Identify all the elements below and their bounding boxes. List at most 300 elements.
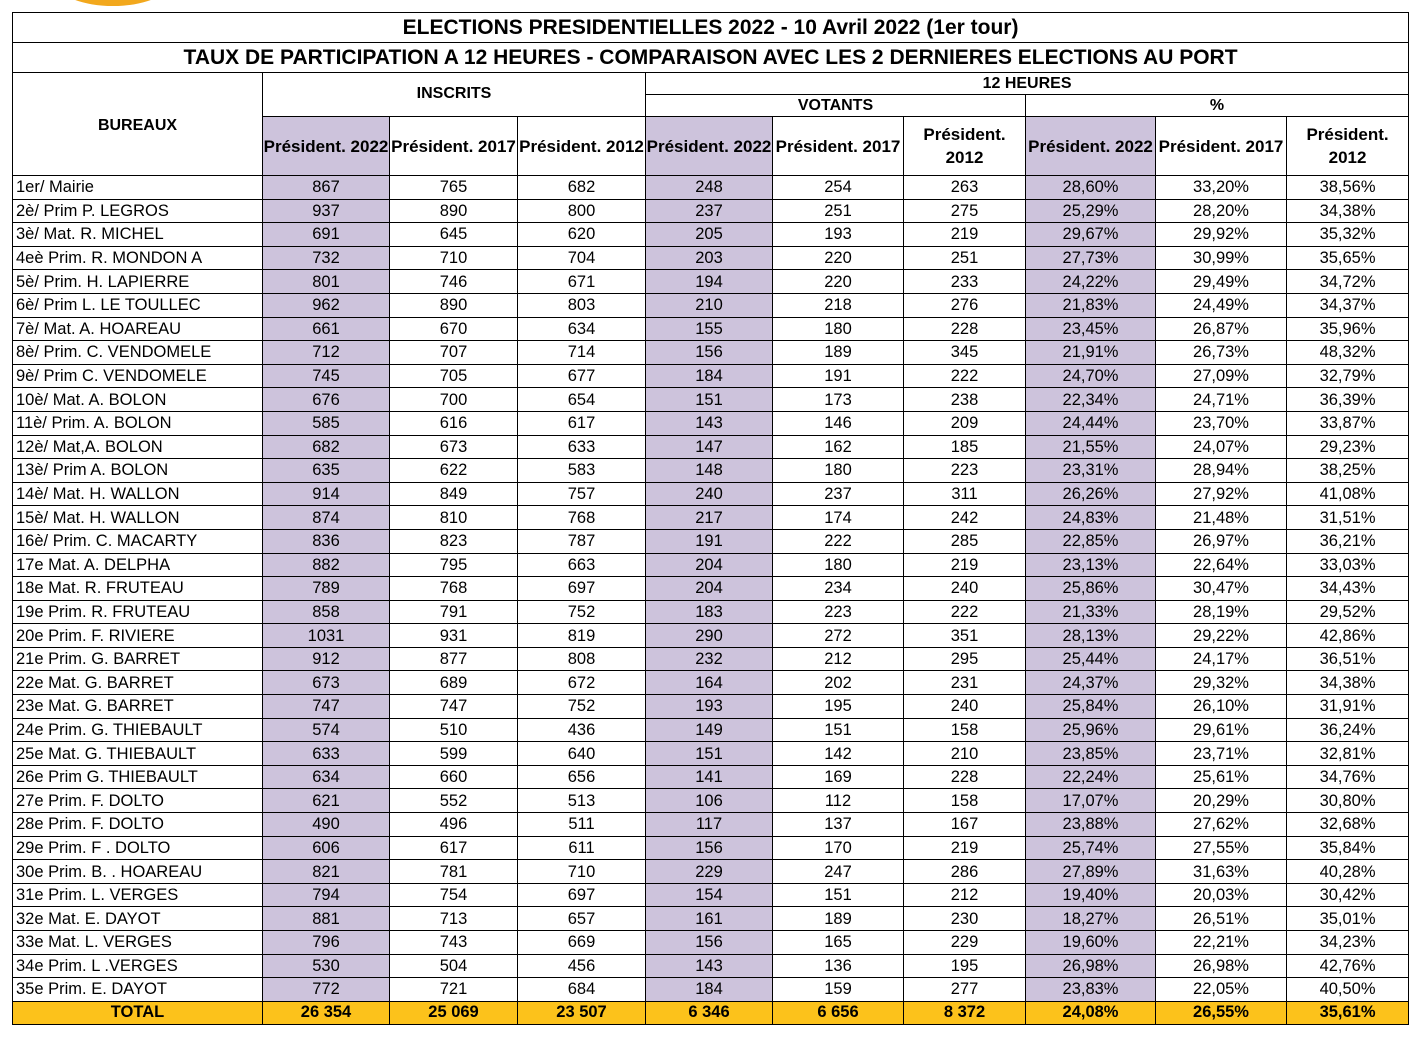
- cell-pct-2012: 38,56%: [1287, 176, 1409, 200]
- cell-votants-2022: 141: [646, 765, 773, 789]
- bureau-name: 12è/ Mat,A. BOLON: [13, 435, 263, 459]
- cell-votants-2022: 161: [646, 907, 773, 931]
- cell-inscrits-2012: 808: [518, 647, 646, 671]
- cell-inscrits-2017: 705: [390, 364, 518, 388]
- cell-pct-2017: 26,98%: [1156, 954, 1287, 978]
- cell-inscrits-2022: 530: [263, 954, 390, 978]
- cell-pct-2017: 31,63%: [1156, 860, 1287, 884]
- total-inscrits-2022: 26 354: [263, 1001, 390, 1024]
- cell-inscrits-2012: 513: [518, 789, 646, 813]
- cell-inscrits-2012: 682: [518, 176, 646, 200]
- cell-votants-2012: 219: [904, 223, 1026, 247]
- bureau-name: 22e Mat. G. BARRET: [13, 671, 263, 695]
- cell-inscrits-2022: 882: [263, 553, 390, 577]
- bureau-name: 33e Mat. L. VERGES: [13, 931, 263, 955]
- cell-votants-2012: 233: [904, 270, 1026, 294]
- cell-inscrits-2022: 772: [263, 978, 390, 1002]
- cell-votants-2012: 219: [904, 836, 1026, 860]
- total-pct-2012: 35,61%: [1287, 1001, 1409, 1024]
- cell-pct-2022: 19,60%: [1026, 931, 1156, 955]
- bureau-name: 24e Prim. G. THIEBAULT: [13, 718, 263, 742]
- cell-pct-2012: 36,24%: [1287, 718, 1409, 742]
- cell-pct-2012: 35,96%: [1287, 317, 1409, 341]
- cell-votants-2022: 217: [646, 506, 773, 530]
- table-row: [13, 223, 1409, 247]
- table-row: [13, 435, 1409, 459]
- table-row: [13, 388, 1409, 412]
- cell-inscrits-2012: 684: [518, 978, 646, 1002]
- cell-pct-2017: 28,19%: [1156, 600, 1287, 624]
- cell-pct-2022: 23,45%: [1026, 317, 1156, 341]
- cell-inscrits-2012: 697: [518, 883, 646, 907]
- cell-pct-2017: 26,73%: [1156, 341, 1287, 365]
- table-row: [13, 482, 1409, 506]
- cell-votants-2017: 202: [773, 671, 904, 695]
- cell-inscrits-2012: 704: [518, 246, 646, 270]
- cell-pct-2017: 27,62%: [1156, 813, 1287, 837]
- cell-votants-2017: 169: [773, 765, 904, 789]
- cell-inscrits-2012: 456: [518, 954, 646, 978]
- cell-votants-2012: 230: [904, 907, 1026, 931]
- cell-pct-2012: 42,86%: [1287, 624, 1409, 648]
- page-title: ELECTIONS PRESIDENTIELLES 2022 - 10 Avril 2022 (1er tour): [13, 13, 1409, 43]
- cell-votants-2017: 159: [773, 978, 904, 1002]
- table-row: [13, 270, 1409, 294]
- cell-votants-2012: 222: [904, 600, 1026, 624]
- cell-votants-2012: 209: [904, 411, 1026, 435]
- cell-pct-2017: 22,64%: [1156, 553, 1287, 577]
- cell-pct-2017: 29,49%: [1156, 270, 1287, 294]
- cell-votants-2017: 234: [773, 577, 904, 601]
- table-row: [13, 199, 1409, 223]
- cell-votants-2022: 151: [646, 742, 773, 766]
- cell-votants-2012: 222: [904, 364, 1026, 388]
- bureau-name: 18e Mat. R. FRUTEAU: [13, 577, 263, 601]
- cell-inscrits-2012: 787: [518, 529, 646, 553]
- cell-inscrits-2012: 583: [518, 459, 646, 483]
- bureau-name: 17e Mat. A. DELPHA: [13, 553, 263, 577]
- cell-pct-2017: 24,71%: [1156, 388, 1287, 412]
- cell-inscrits-2017: 670: [390, 317, 518, 341]
- cell-votants-2012: 223: [904, 459, 1026, 483]
- cell-pct-2022: 24,44%: [1026, 411, 1156, 435]
- cell-inscrits-2022: 732: [263, 246, 390, 270]
- cell-inscrits-2022: 574: [263, 718, 390, 742]
- table-row: [13, 529, 1409, 553]
- cell-pct-2022: 24,22%: [1026, 270, 1156, 294]
- cell-inscrits-2022: 789: [263, 577, 390, 601]
- cell-inscrits-2022: 634: [263, 765, 390, 789]
- cell-votants-2022: 240: [646, 482, 773, 506]
- cell-inscrits-2012: 663: [518, 553, 646, 577]
- bureau-name: 9è/ Prim C. VENDOMELE: [13, 364, 263, 388]
- cell-pct-2022: 24,83%: [1026, 506, 1156, 530]
- cell-inscrits-2022: 673: [263, 671, 390, 695]
- bureau-name: 10è/ Mat. A. BOLON: [13, 388, 263, 412]
- cell-votants-2012: 277: [904, 978, 1026, 1002]
- table-row: [13, 718, 1409, 742]
- cell-pct-2017: 27,55%: [1156, 836, 1287, 860]
- votants-header: VOTANTS: [646, 95, 1026, 117]
- cell-pct-2022: 21,33%: [1026, 600, 1156, 624]
- table-row: [13, 695, 1409, 719]
- table-row: [13, 600, 1409, 624]
- cell-pct-2012: 30,42%: [1287, 883, 1409, 907]
- cell-inscrits-2012: 752: [518, 695, 646, 719]
- cell-inscrits-2017: 622: [390, 459, 518, 483]
- cell-inscrits-2012: 710: [518, 860, 646, 884]
- cell-inscrits-2022: 621: [263, 789, 390, 813]
- cell-inscrits-2017: 504: [390, 954, 518, 978]
- cell-pct-2012: 33,03%: [1287, 553, 1409, 577]
- cell-pct-2022: 21,83%: [1026, 293, 1156, 317]
- cell-votants-2022: 210: [646, 293, 773, 317]
- table-row: [13, 742, 1409, 766]
- cell-votants-2022: 191: [646, 529, 773, 553]
- cell-inscrits-2017: 849: [390, 482, 518, 506]
- cell-inscrits-2022: 937: [263, 199, 390, 223]
- bureau-name: 29e Prim. F . DOLTO: [13, 836, 263, 860]
- cell-votants-2022: 229: [646, 860, 773, 884]
- bureau-name: 26e Prim G. THIEBAULT: [13, 765, 263, 789]
- column-header-pct-2017: Président. 2017: [1156, 117, 1287, 176]
- cell-inscrits-2017: 810: [390, 506, 518, 530]
- cell-pct-2017: 29,22%: [1156, 624, 1287, 648]
- bureau-name: 31e Prim. L. VERGES: [13, 883, 263, 907]
- bureau-name: 30e Prim. B. . HOAREAU: [13, 860, 263, 884]
- cell-votants-2017: 212: [773, 647, 904, 671]
- cell-pct-2012: 38,25%: [1287, 459, 1409, 483]
- table-row: [13, 411, 1409, 435]
- cell-pct-2017: 23,70%: [1156, 411, 1287, 435]
- cell-pct-2017: 25,61%: [1156, 765, 1287, 789]
- cell-votants-2017: 151: [773, 883, 904, 907]
- cell-pct-2017: 23,71%: [1156, 742, 1287, 766]
- percent-header: %: [1026, 95, 1409, 117]
- cell-pct-2017: 30,99%: [1156, 246, 1287, 270]
- cell-pct-2012: 29,52%: [1287, 600, 1409, 624]
- cell-inscrits-2017: 721: [390, 978, 518, 1002]
- cell-inscrits-2012: 800: [518, 199, 646, 223]
- bureau-name: 7è/ Mat. A. HOAREAU: [13, 317, 263, 341]
- table-row: [13, 176, 1409, 200]
- cell-inscrits-2022: 633: [263, 742, 390, 766]
- cell-pct-2022: 24,70%: [1026, 364, 1156, 388]
- total-pct-2017: 26,55%: [1156, 1001, 1287, 1024]
- cell-pct-2017: 30,47%: [1156, 577, 1287, 601]
- column-header-votants-2017: Président. 2017: [773, 117, 904, 176]
- cell-pct-2012: 36,51%: [1287, 647, 1409, 671]
- cell-votants-2022: 290: [646, 624, 773, 648]
- bureau-name: 25e Mat. G. THIEBAULT: [13, 742, 263, 766]
- page-subtitle: TAUX DE PARTICIPATION A 12 HEURES - COMPARAISON AVEC LES 2 DERNIERES ELECTIONS AU PORT: [13, 43, 1409, 73]
- cell-pct-2012: 35,84%: [1287, 836, 1409, 860]
- cell-pct-2012: 42,76%: [1287, 954, 1409, 978]
- cell-pct-2012: 34,43%: [1287, 577, 1409, 601]
- cell-inscrits-2022: 912: [263, 647, 390, 671]
- cell-votants-2012: 195: [904, 954, 1026, 978]
- cell-pct-2012: 35,32%: [1287, 223, 1409, 247]
- cell-votants-2017: 151: [773, 718, 904, 742]
- logo-fragment: [58, 0, 168, 6]
- cell-pct-2012: 36,21%: [1287, 529, 1409, 553]
- cell-pct-2017: 22,05%: [1156, 978, 1287, 1002]
- cell-votants-2012: 295: [904, 647, 1026, 671]
- cell-inscrits-2017: 599: [390, 742, 518, 766]
- bureau-name: 3è/ Mat. R. MICHEL: [13, 223, 263, 247]
- cell-inscrits-2017: 673: [390, 435, 518, 459]
- cell-pct-2022: 26,98%: [1026, 954, 1156, 978]
- cell-pct-2017: 29,32%: [1156, 671, 1287, 695]
- cell-inscrits-2022: 867: [263, 176, 390, 200]
- cell-votants-2022: 151: [646, 388, 773, 412]
- cell-pct-2012: 34,76%: [1287, 765, 1409, 789]
- cell-inscrits-2012: 757: [518, 482, 646, 506]
- cell-pct-2022: 28,60%: [1026, 176, 1156, 200]
- cell-votants-2017: 142: [773, 742, 904, 766]
- cell-votants-2022: 204: [646, 553, 773, 577]
- cell-inscrits-2017: 754: [390, 883, 518, 907]
- cell-votants-2017: 191: [773, 364, 904, 388]
- cell-pct-2012: 33,87%: [1287, 411, 1409, 435]
- cell-pct-2017: 27,92%: [1156, 482, 1287, 506]
- cell-pct-2012: 41,08%: [1287, 482, 1409, 506]
- table-row: [13, 459, 1409, 483]
- cell-inscrits-2012: 617: [518, 411, 646, 435]
- cell-votants-2012: 229: [904, 931, 1026, 955]
- cell-votants-2017: 146: [773, 411, 904, 435]
- cell-pct-2012: 34,38%: [1287, 199, 1409, 223]
- cell-votants-2017: 180: [773, 317, 904, 341]
- bureaux-header: BUREAUX: [13, 73, 263, 176]
- cell-inscrits-2017: 746: [390, 270, 518, 294]
- cell-inscrits-2017: 496: [390, 813, 518, 837]
- cell-inscrits-2022: 712: [263, 341, 390, 365]
- cell-inscrits-2017: 616: [390, 411, 518, 435]
- total-label: TOTAL: [13, 1001, 263, 1024]
- participation-table: [12, 12, 1409, 1025]
- cell-inscrits-2012: 672: [518, 671, 646, 695]
- table-row: [13, 860, 1409, 884]
- cell-votants-2022: 147: [646, 435, 773, 459]
- cell-votants-2022: 156: [646, 341, 773, 365]
- cell-pct-2012: 40,50%: [1287, 978, 1409, 1002]
- bureau-name: 4eè Prim. R. MONDON A: [13, 246, 263, 270]
- cell-inscrits-2022: 747: [263, 695, 390, 719]
- cell-inscrits-2012: 768: [518, 506, 646, 530]
- total-votants-2017: 6 656: [773, 1001, 904, 1024]
- table-row: [13, 624, 1409, 648]
- cell-inscrits-2017: 877: [390, 647, 518, 671]
- cell-pct-2022: 25,84%: [1026, 695, 1156, 719]
- cell-inscrits-2012: 436: [518, 718, 646, 742]
- cell-votants-2017: 112: [773, 789, 904, 813]
- cell-inscrits-2017: 791: [390, 600, 518, 624]
- bureau-name: 5è/ Prim. H. LAPIERRE: [13, 270, 263, 294]
- cell-pct-2012: 48,32%: [1287, 341, 1409, 365]
- cell-votants-2022: 149: [646, 718, 773, 742]
- cell-inscrits-2022: 676: [263, 388, 390, 412]
- cell-inscrits-2022: 661: [263, 317, 390, 341]
- cell-inscrits-2022: 801: [263, 270, 390, 294]
- table-row: [13, 954, 1409, 978]
- cell-votants-2022: 143: [646, 411, 773, 435]
- cell-pct-2017: 33,20%: [1156, 176, 1287, 200]
- cell-votants-2022: 248: [646, 176, 773, 200]
- cell-inscrits-2022: 490: [263, 813, 390, 837]
- bureau-name: 27e Prim. F. DOLTO: [13, 789, 263, 813]
- table-row: [13, 364, 1409, 388]
- cell-inscrits-2017: 552: [390, 789, 518, 813]
- cell-pct-2022: 17,07%: [1026, 789, 1156, 813]
- column-header-pct-2012: Président. 2012: [1287, 117, 1409, 176]
- cell-inscrits-2017: 765: [390, 176, 518, 200]
- cell-pct-2022: 23,85%: [1026, 742, 1156, 766]
- cell-pct-2022: 27,89%: [1026, 860, 1156, 884]
- cell-votants-2022: 154: [646, 883, 773, 907]
- bureau-name: 2è/ Prim P. LEGROS: [13, 199, 263, 223]
- cell-votants-2012: 228: [904, 765, 1026, 789]
- bureau-name: 32e Mat. E. DAYOT: [13, 907, 263, 931]
- total-inscrits-2017: 25 069: [390, 1001, 518, 1024]
- cell-votants-2022: 156: [646, 931, 773, 955]
- cell-votants-2022: 106: [646, 789, 773, 813]
- cell-votants-2017: 195: [773, 695, 904, 719]
- table-row: [13, 836, 1409, 860]
- table-row: [13, 246, 1409, 270]
- table-row: [13, 765, 1409, 789]
- cell-votants-2017: 162: [773, 435, 904, 459]
- cell-votants-2012: 263: [904, 176, 1026, 200]
- cell-pct-2022: 23,13%: [1026, 553, 1156, 577]
- cell-inscrits-2012: 752: [518, 600, 646, 624]
- cell-inscrits-2017: 781: [390, 860, 518, 884]
- cell-votants-2017: 189: [773, 907, 904, 931]
- cell-votants-2022: 184: [646, 978, 773, 1002]
- cell-inscrits-2012: 714: [518, 341, 646, 365]
- cell-inscrits-2012: 511: [518, 813, 646, 837]
- cell-votants-2012: 158: [904, 718, 1026, 742]
- table-row: [13, 506, 1409, 530]
- cell-pct-2017: 29,61%: [1156, 718, 1287, 742]
- cell-pct-2022: 23,31%: [1026, 459, 1156, 483]
- total-votants-2012: 8 372: [904, 1001, 1026, 1024]
- cell-pct-2022: 24,37%: [1026, 671, 1156, 695]
- cell-inscrits-2022: 881: [263, 907, 390, 931]
- cell-votants-2012: 212: [904, 883, 1026, 907]
- table-row: [13, 577, 1409, 601]
- cell-inscrits-2022: 585: [263, 411, 390, 435]
- cell-votants-2017: 174: [773, 506, 904, 530]
- table-row: [13, 293, 1409, 317]
- bureau-name: 14è/ Mat. H. WALLON: [13, 482, 263, 506]
- cell-inscrits-2017: 747: [390, 695, 518, 719]
- cell-inscrits-2022: 796: [263, 931, 390, 955]
- cell-votants-2017: 218: [773, 293, 904, 317]
- bureau-name: 15è/ Mat. H. WALLON: [13, 506, 263, 530]
- cell-pct-2017: 28,20%: [1156, 199, 1287, 223]
- cell-pct-2012: 35,65%: [1287, 246, 1409, 270]
- cell-inscrits-2022: 836: [263, 529, 390, 553]
- cell-pct-2017: 24,17%: [1156, 647, 1287, 671]
- column-header-inscrits-2022: Président. 2022: [263, 117, 390, 176]
- cell-inscrits-2012: 677: [518, 364, 646, 388]
- cell-pct-2022: 22,85%: [1026, 529, 1156, 553]
- cell-votants-2012: 311: [904, 482, 1026, 506]
- cell-votants-2022: 232: [646, 647, 773, 671]
- cell-votants-2022: 203: [646, 246, 773, 270]
- cell-pct-2017: 26,10%: [1156, 695, 1287, 719]
- cell-inscrits-2022: 635: [263, 459, 390, 483]
- cell-inscrits-2012: 633: [518, 435, 646, 459]
- column-header-pct-2022: Président. 2022: [1026, 117, 1156, 176]
- cell-inscrits-2022: 914: [263, 482, 390, 506]
- cell-pct-2012: 34,38%: [1287, 671, 1409, 695]
- column-header-votants-2012: Président. 2012: [904, 117, 1026, 176]
- cell-votants-2012: 345: [904, 341, 1026, 365]
- cell-pct-2017: 26,97%: [1156, 529, 1287, 553]
- cell-votants-2022: 156: [646, 836, 773, 860]
- cell-votants-2017: 254: [773, 176, 904, 200]
- cell-votants-2012: 240: [904, 577, 1026, 601]
- cell-inscrits-2017: 707: [390, 341, 518, 365]
- cell-pct-2022: 25,29%: [1026, 199, 1156, 223]
- cell-inscrits-2022: 682: [263, 435, 390, 459]
- cell-votants-2012: 219: [904, 553, 1026, 577]
- cell-votants-2017: 170: [773, 836, 904, 860]
- cell-votants-2017: 220: [773, 270, 904, 294]
- cell-inscrits-2022: 874: [263, 506, 390, 530]
- cell-inscrits-2017: 890: [390, 293, 518, 317]
- cell-pct-2012: 31,51%: [1287, 506, 1409, 530]
- bureau-name: 21e Prim. G. BARRET: [13, 647, 263, 671]
- cell-inscrits-2017: 768: [390, 577, 518, 601]
- cell-inscrits-2017: 823: [390, 529, 518, 553]
- cell-inscrits-2022: 962: [263, 293, 390, 317]
- cell-pct-2012: 34,72%: [1287, 270, 1409, 294]
- cell-inscrits-2012: 654: [518, 388, 646, 412]
- cell-inscrits-2022: 691: [263, 223, 390, 247]
- cell-inscrits-2012: 634: [518, 317, 646, 341]
- cell-pct-2012: 40,28%: [1287, 860, 1409, 884]
- cell-votants-2022: 143: [646, 954, 773, 978]
- cell-inscrits-2012: 819: [518, 624, 646, 648]
- cell-votants-2022: 183: [646, 600, 773, 624]
- column-header-inscrits-2012: Président. 2012: [518, 117, 646, 176]
- cell-votants-2012: 240: [904, 695, 1026, 719]
- table-row: [13, 317, 1409, 341]
- cell-inscrits-2017: 617: [390, 836, 518, 860]
- cell-votants-2017: 137: [773, 813, 904, 837]
- cell-votants-2017: 189: [773, 341, 904, 365]
- total-votants-2022: 6 346: [646, 1001, 773, 1024]
- cell-votants-2012: 238: [904, 388, 1026, 412]
- cell-inscrits-2022: 745: [263, 364, 390, 388]
- table-row: [13, 553, 1409, 577]
- cell-pct-2012: 32,68%: [1287, 813, 1409, 837]
- cell-pct-2017: 20,29%: [1156, 789, 1287, 813]
- cell-inscrits-2012: 669: [518, 931, 646, 955]
- cell-votants-2017: 247: [773, 860, 904, 884]
- cell-votants-2022: 155: [646, 317, 773, 341]
- bureau-name: 1er/ Mairie: [13, 176, 263, 200]
- cell-votants-2022: 117: [646, 813, 773, 837]
- column-header-votants-2022: Président. 2022: [646, 117, 773, 176]
- cell-pct-2022: 22,24%: [1026, 765, 1156, 789]
- cell-inscrits-2017: 645: [390, 223, 518, 247]
- table-row: [13, 789, 1409, 813]
- cell-votants-2012: 351: [904, 624, 1026, 648]
